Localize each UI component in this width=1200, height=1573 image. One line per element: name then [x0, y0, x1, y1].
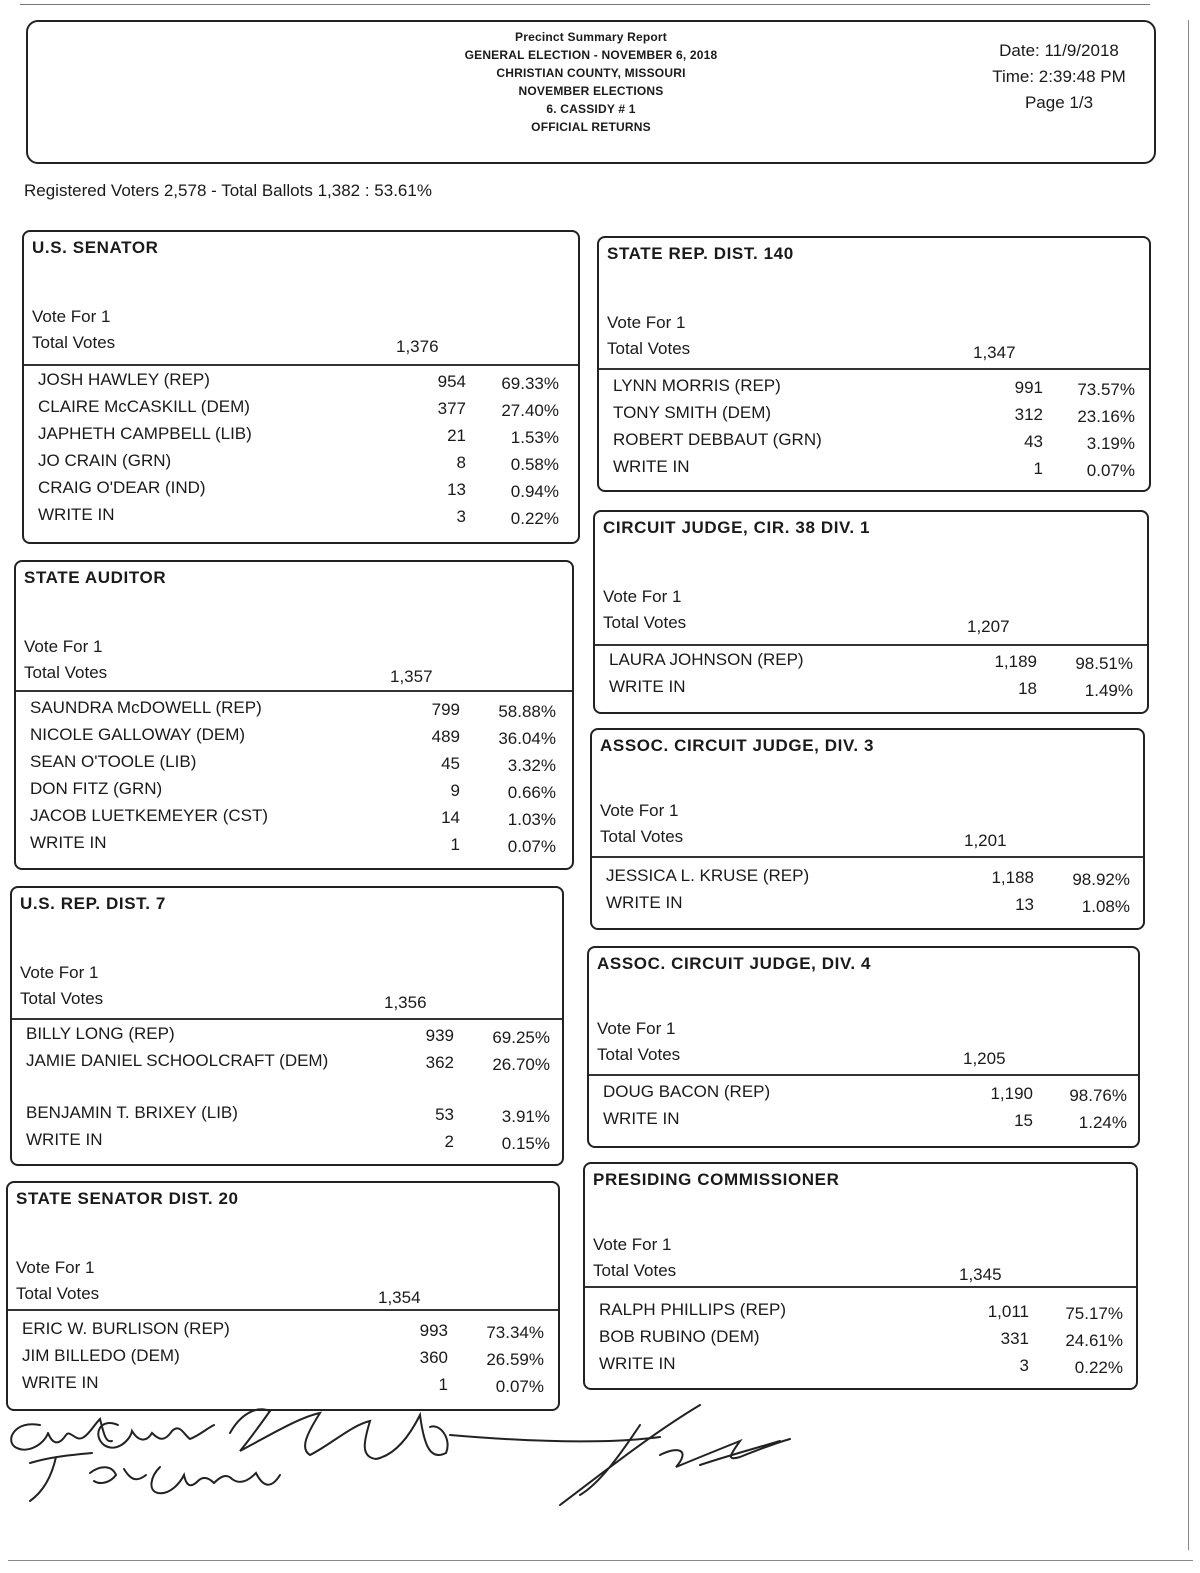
- candidate-votes: 1: [438, 1375, 448, 1394]
- candidate-row: [592, 891, 1143, 918]
- total-votes-label: Total Votes: [20, 989, 104, 1008]
- candidate-list: [16, 696, 572, 858]
- candidate-votes: 939: [425, 1026, 454, 1045]
- race-state-auditor: [14, 560, 574, 870]
- candidate-list: [592, 864, 1143, 918]
- election-name: GENERAL ELECTION - NOVEMBER 6, 2018: [464, 48, 718, 62]
- page-number: Page 1/3: [1024, 93, 1094, 112]
- total-votes-value: 1,356: [384, 993, 427, 1012]
- candidate-row: [12, 1049, 562, 1101]
- race-title: STATE SENATOR DIST. 20: [16, 1189, 239, 1208]
- candidate-name: WRITE IN: [609, 677, 686, 696]
- candidate-name: WRITE IN: [613, 457, 690, 476]
- vote-for-label: Vote For 1: [24, 637, 103, 656]
- candidate-row: [24, 449, 578, 476]
- total-votes-value: 1,347: [973, 343, 1016, 362]
- race-divider: [24, 364, 578, 366]
- candidate-row: [16, 831, 572, 858]
- total-votes-value: 1,201: [964, 831, 1007, 850]
- candidate-votes: 43: [1024, 432, 1043, 451]
- candidate-votes: 13: [1015, 895, 1034, 914]
- candidate-percent: 58.88%: [498, 702, 556, 721]
- total-votes-row: [585, 1258, 1136, 1284]
- candidate-row: [24, 422, 578, 449]
- candidate-votes: 21: [447, 426, 466, 445]
- candidate-list: [589, 1080, 1138, 1134]
- candidate-name: WRITE IN: [22, 1373, 99, 1392]
- candidate-percent: 0.07%: [1086, 461, 1135, 480]
- candidate-percent: 27.40%: [501, 401, 559, 420]
- race-state-senator-dist-20: [6, 1181, 560, 1411]
- candidate-votes: 9: [450, 781, 460, 800]
- total-votes-label: Total Votes: [600, 827, 684, 846]
- total-votes-row: [592, 824, 1143, 850]
- race-meta: [8, 1255, 558, 1307]
- candidate-votes: 8: [456, 453, 466, 472]
- candidate-name: JACOB LUETKEMEYER (CST): [30, 806, 269, 825]
- candidate-row: [16, 696, 572, 723]
- candidate-name: CLAIRE McCASKILL (DEM): [38, 397, 250, 416]
- candidate-votes: 360: [419, 1348, 448, 1367]
- candidate-name: WRITE IN: [30, 833, 107, 852]
- candidate-percent: 0.22%: [510, 509, 559, 528]
- race-presiding-commissioner: [583, 1162, 1138, 1390]
- race-title: STATE REP. DIST. 140: [607, 244, 794, 263]
- total-votes-label: Total Votes: [16, 1284, 100, 1303]
- race-title: ASSOC. CIRCUIT JUDGE, DIV. 4: [597, 954, 872, 973]
- candidate-list: [24, 368, 578, 530]
- candidate-votes: 2: [444, 1132, 454, 1151]
- candidate-votes: 991: [1014, 378, 1043, 397]
- returns-status: OFFICIAL RETURNS: [531, 120, 651, 134]
- candidate-name: WRITE IN: [599, 1354, 676, 1373]
- candidate-row: [12, 1022, 562, 1049]
- candidate-row: [24, 395, 578, 422]
- vote-for-label: Vote For 1: [600, 801, 679, 820]
- candidate-percent: 1.08%: [1081, 897, 1130, 916]
- candidate-name: LAURA JOHNSON (REP): [609, 650, 804, 669]
- candidate-row: [599, 374, 1149, 401]
- candidate-name: JIM BILLEDO (DEM): [22, 1346, 180, 1365]
- candidate-name: SEAN O'TOOLE (LIB): [30, 752, 197, 771]
- candidate-name: JO CRAIN (GRN): [38, 451, 172, 470]
- candidate-percent: 1.24%: [1078, 1113, 1127, 1132]
- candidate-percent: 0.07%: [507, 837, 556, 856]
- candidate-row: [16, 804, 572, 831]
- candidate-name: JOSH HAWLEY (REP): [38, 370, 210, 389]
- race-title: PRESIDING COMMISSIONER: [593, 1170, 840, 1189]
- report-meta: [974, 38, 1144, 116]
- total-votes-row: [8, 1281, 558, 1307]
- candidate-percent: 3.32%: [507, 756, 556, 775]
- total-votes-row: [595, 610, 1147, 636]
- race-title: ASSOC. CIRCUIT JUDGE, DIV. 3: [600, 736, 875, 755]
- race-meta: [12, 960, 562, 1012]
- candidate-votes: 53: [435, 1105, 454, 1124]
- race-us-senator: [22, 230, 580, 544]
- vote-for-label: Vote For 1: [597, 1019, 676, 1038]
- candidate-list: [8, 1317, 558, 1398]
- candidate-name: NICOLE GALLOWAY (DEM): [30, 725, 246, 744]
- candidate-row: [599, 401, 1149, 428]
- race-title: U.S. SENATOR: [32, 238, 159, 257]
- race-meta: [595, 584, 1147, 636]
- race-title: STATE AUDITOR: [24, 568, 167, 587]
- candidate-row: [589, 1107, 1138, 1134]
- total-votes-label: Total Votes: [24, 663, 108, 682]
- candidate-list: [599, 374, 1149, 482]
- candidate-percent: 75.17%: [1065, 1304, 1123, 1323]
- precinct-name: 6. CASSIDY # 1: [546, 102, 636, 116]
- candidate-name: ROBERT DEBBAUT (GRN): [613, 430, 822, 449]
- total-votes-value: 1,205: [963, 1049, 1006, 1068]
- race-meta: [585, 1232, 1136, 1284]
- vote-for-label: Vote For 1: [16, 1258, 95, 1277]
- race-divider: [585, 1286, 1136, 1288]
- candidate-votes: 799: [431, 700, 460, 719]
- total-votes-row: [589, 1042, 1138, 1068]
- race-divider: [599, 368, 1149, 370]
- total-votes-row: [599, 336, 1149, 362]
- candidate-percent: 98.51%: [1075, 654, 1133, 673]
- candidate-name: JAPHETH CAMPBELL (LIB): [38, 424, 252, 443]
- candidate-row: [595, 648, 1147, 675]
- total-votes-row: [24, 330, 578, 356]
- candidate-name: DON FITZ (GRN): [30, 779, 163, 798]
- candidate-votes: 15: [1014, 1111, 1033, 1130]
- candidate-row: [599, 455, 1149, 482]
- race-divider: [8, 1309, 558, 1311]
- candidate-votes: 45: [441, 754, 460, 773]
- candidate-votes: 1,190: [990, 1084, 1033, 1103]
- candidate-percent: 36.04%: [498, 729, 556, 748]
- race-us-rep-dist-7: [10, 886, 564, 1166]
- turnout-summary: Registered Voters 2,578 - Total Ballots 1,382 : 53.61%: [24, 181, 432, 200]
- vote-for-label: Vote For 1: [607, 313, 686, 332]
- candidate-row: [16, 777, 572, 804]
- candidate-percent: 0.22%: [1074, 1358, 1123, 1377]
- race-divider: [592, 856, 1143, 858]
- candidate-votes: 1,011: [987, 1302, 1029, 1321]
- total-votes-label: Total Votes: [32, 333, 116, 352]
- candidate-votes: 377: [437, 399, 466, 418]
- candidate-percent: 1.03%: [507, 810, 556, 829]
- top-rule: [20, 4, 1150, 5]
- vote-for-label: Vote For 1: [603, 587, 682, 606]
- candidate-name: LYNN MORRIS (REP): [613, 376, 781, 395]
- candidate-row: [8, 1317, 558, 1344]
- total-votes-value: 1,354: [378, 1288, 421, 1307]
- total-votes-label: Total Votes: [593, 1261, 677, 1280]
- candidate-votes: 3: [456, 507, 466, 526]
- candidate-votes: 18: [1018, 679, 1037, 698]
- candidate-votes: 14: [441, 808, 460, 827]
- candidate-row: [24, 368, 578, 395]
- race-meta: [589, 1016, 1138, 1068]
- race-divider: [595, 644, 1147, 646]
- candidate-row: [16, 723, 572, 750]
- candidate-percent: 69.25%: [492, 1028, 550, 1047]
- candidate-percent: 1.53%: [510, 428, 559, 447]
- candidate-list: [585, 1298, 1136, 1379]
- candidate-name: BOB RUBINO (DEM): [599, 1327, 760, 1346]
- candidate-row: [16, 750, 572, 777]
- race-assoc-circuit-judge-div-4: [587, 946, 1140, 1148]
- page-edge-right: [1188, 20, 1189, 1550]
- race-meta: [24, 304, 578, 356]
- candidate-name: CRAIG O'DEAR (IND): [38, 478, 206, 497]
- candidate-percent: 26.59%: [486, 1350, 544, 1369]
- candidate-percent: 98.92%: [1072, 870, 1130, 889]
- race-meta: [592, 798, 1143, 850]
- candidate-percent: 0.94%: [510, 482, 559, 501]
- candidate-row: [585, 1298, 1136, 1325]
- candidate-percent: 69.33%: [501, 374, 559, 393]
- total-votes-value: 1,345: [959, 1265, 1002, 1284]
- candidate-percent: 73.34%: [486, 1323, 544, 1342]
- candidate-row: [589, 1080, 1138, 1107]
- total-votes-value: 1,357: [390, 667, 433, 686]
- candidate-percent: 24.61%: [1065, 1331, 1123, 1350]
- race-state-rep-dist-140: [597, 236, 1151, 492]
- total-votes-label: Total Votes: [597, 1045, 681, 1064]
- candidate-votes: 362: [425, 1053, 454, 1072]
- report-time: Time: 2:39:48 PM: [992, 67, 1126, 86]
- candidate-row: [8, 1344, 558, 1371]
- candidate-votes: 489: [431, 727, 460, 746]
- candidate-votes: 954: [437, 372, 466, 391]
- race-divider: [12, 1018, 562, 1020]
- candidate-row: [585, 1352, 1136, 1379]
- race-title: CIRCUIT JUDGE, CIR. 38 DIV. 1: [603, 518, 871, 537]
- candidate-name: WRITE IN: [606, 893, 683, 912]
- candidate-votes: 993: [419, 1321, 448, 1340]
- candidate-list: [595, 648, 1147, 702]
- candidate-name: ERIC W. BURLISON (REP): [22, 1319, 230, 1338]
- candidate-percent: 23.16%: [1077, 407, 1135, 426]
- election-group: NOVEMBER ELECTIONS: [518, 84, 664, 98]
- total-votes-value: 1,207: [967, 617, 1010, 636]
- candidate-percent: 0.15%: [501, 1134, 550, 1153]
- candidate-row: [8, 1371, 558, 1398]
- candidate-votes: 1,188: [991, 868, 1034, 887]
- candidate-votes: 1: [450, 835, 460, 854]
- candidate-percent: 0.66%: [507, 783, 556, 802]
- total-votes-label: Total Votes: [603, 613, 687, 632]
- candidate-percent: 26.70%: [492, 1055, 550, 1074]
- candidate-percent: 73.57%: [1077, 380, 1135, 399]
- race-divider: [589, 1074, 1138, 1076]
- candidate-row: [595, 675, 1147, 702]
- vote-for-label: Vote For 1: [593, 1235, 672, 1254]
- candidate-name: WRITE IN: [26, 1130, 103, 1149]
- candidate-percent: 3.91%: [501, 1107, 550, 1126]
- county-name: CHRISTIAN COUNTY, MISSOURI: [496, 66, 686, 80]
- vote-for-label: Vote For 1: [32, 307, 111, 326]
- vote-for-label: Vote For 1: [20, 963, 99, 982]
- candidate-row: [12, 1128, 562, 1155]
- candidate-votes: 331: [1000, 1329, 1029, 1348]
- race-circuit-judge-cir-38-div-1: [593, 510, 1149, 714]
- candidate-votes: 13: [447, 480, 466, 499]
- candidate-percent: 1.49%: [1084, 681, 1133, 700]
- total-votes-row: [16, 660, 572, 686]
- candidate-name: RALPH PHILLIPS (REP): [599, 1300, 787, 1319]
- total-votes-value: 1,376: [396, 337, 439, 356]
- candidate-name: WRITE IN: [38, 505, 115, 524]
- candidate-votes: 1: [1033, 459, 1043, 478]
- candidate-percent: 98.76%: [1069, 1086, 1127, 1105]
- candidate-name: WRITE IN: [603, 1109, 680, 1128]
- candidate-list: [12, 1022, 562, 1155]
- candidate-row: [24, 503, 578, 530]
- candidate-name: BILLY LONG (REP): [26, 1024, 175, 1043]
- candidate-percent: 3.19%: [1086, 434, 1135, 453]
- candidate-name: JESSICA L. KRUSE (REP): [606, 866, 810, 885]
- candidate-row: [585, 1325, 1136, 1352]
- race-title: U.S. REP. DIST. 7: [20, 894, 166, 913]
- signatures: [0, 1395, 900, 1510]
- candidate-row: [12, 1101, 562, 1128]
- total-votes-row: [12, 986, 562, 1012]
- candidate-votes: 1,189: [994, 652, 1037, 671]
- candidate-votes: 3: [1019, 1356, 1029, 1375]
- race-meta: [599, 310, 1149, 362]
- candidate-percent: 0.07%: [495, 1377, 544, 1396]
- candidate-name: DOUG BACON (REP): [603, 1082, 771, 1101]
- race-assoc-circuit-judge-div-3: [590, 728, 1145, 930]
- candidate-row: [592, 864, 1143, 891]
- candidate-votes: 312: [1014, 405, 1043, 424]
- report-title: Precinct Summary Report: [515, 30, 667, 44]
- total-votes-label: Total Votes: [607, 339, 691, 358]
- candidate-name: TONY SMITH (DEM): [613, 403, 772, 422]
- report-header: [26, 20, 1156, 164]
- page-edge-bottom: [8, 1560, 1193, 1561]
- candidate-name: BENJAMIN T. BRIXEY (LIB): [26, 1103, 238, 1122]
- race-meta: [16, 634, 572, 686]
- report-date: Date: 11/9/2018: [999, 41, 1119, 60]
- candidate-percent: 0.58%: [510, 455, 559, 474]
- race-divider: [16, 690, 572, 692]
- candidate-row: [24, 476, 578, 503]
- candidate-name: JAMIE DANIEL SCHOOLCRAFT (DEM): [26, 1051, 329, 1070]
- candidate-row: [599, 428, 1149, 455]
- candidate-name: SAUNDRA McDOWELL (REP): [30, 698, 262, 717]
